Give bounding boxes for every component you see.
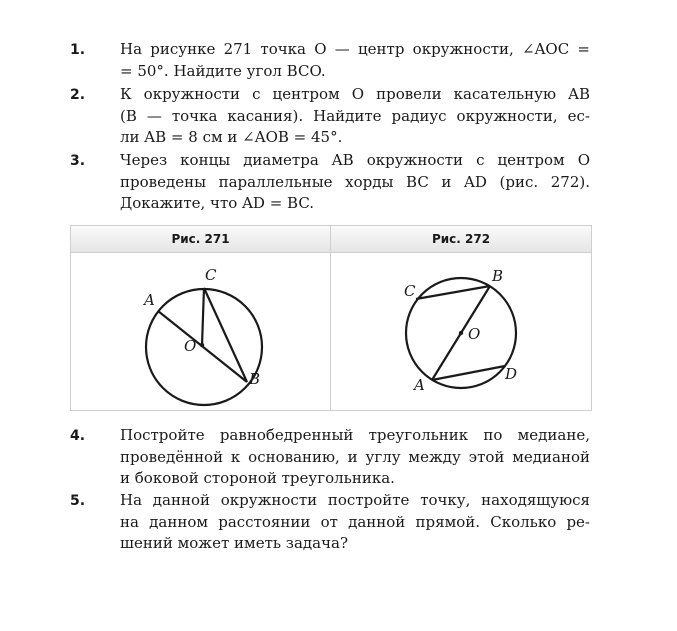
chord-cb-272 <box>416 286 490 299</box>
problem-line: ли AB = 8 см и ∠AOB = 45°. <box>120 128 343 146</box>
problem-line: шений может иметь задача? <box>120 534 349 552</box>
problem-line: = 50°. Найдите угол BCO. <box>120 61 326 80</box>
problem-text <box>120 84 590 149</box>
problem-line: проведены параллельные хорды BC и AD (рис. 272). <box>120 172 590 191</box>
problem-line: К окружности с центром O провели касательную AB <box>120 85 590 103</box>
problem-line: на данном расстоянии от данной прямой. Сколько ре- <box>120 512 590 531</box>
problem-text <box>120 425 590 490</box>
problem-number: 4. <box>70 428 86 444</box>
figure-272-title: Рис. 272 <box>331 226 591 253</box>
label-a-271: A <box>144 291 155 309</box>
problem-line: Через концы диаметра AB окружности с центром O <box>120 151 590 169</box>
problem-line: проведённой к основанию, и углу между этой медианой <box>120 447 590 466</box>
figures-table <box>70 225 592 411</box>
problem-line: На рисунке 271 точка O — центр окружности, ∠AOC = <box>120 40 590 58</box>
label-c-272: C <box>404 282 416 300</box>
problem-number: 5. <box>70 493 86 509</box>
problem-text <box>120 150 590 215</box>
problem-line: и боковой стороной треугольника. <box>120 469 395 487</box>
label-b-272: B <box>492 267 504 285</box>
problem-text <box>120 39 590 82</box>
problem-line: Докажите, что AD = BC. <box>120 194 315 212</box>
center-point-272 <box>459 331 463 335</box>
problem-text <box>120 490 590 555</box>
figures-canvas <box>71 226 591 410</box>
label-b-271: B <box>249 370 261 388</box>
figure-271-drawing <box>142 266 262 405</box>
label-o-272: O <box>468 325 481 343</box>
center-point-271 <box>200 343 204 347</box>
problem-line: (B — точка касания). Найдите радиус окружности, ес- <box>120 106 590 125</box>
figure-272-drawing <box>404 267 517 394</box>
problem-line: На данной окружности постройте точку, находящуюся <box>120 491 590 509</box>
problem-number: 3. <box>70 153 86 169</box>
figure-271-title: Рис. 271 <box>71 226 330 253</box>
problem-number: 1. <box>70 42 86 58</box>
label-o-271: O <box>184 337 197 355</box>
label-d-272: D <box>505 365 518 383</box>
radius-oc-271 <box>202 288 204 345</box>
label-a-272: A <box>414 376 425 394</box>
label-c-271: C <box>205 266 217 284</box>
problem-number: 2. <box>70 87 86 103</box>
problem-line: Постройте равнобедренный треугольник по медиане, <box>120 426 590 444</box>
